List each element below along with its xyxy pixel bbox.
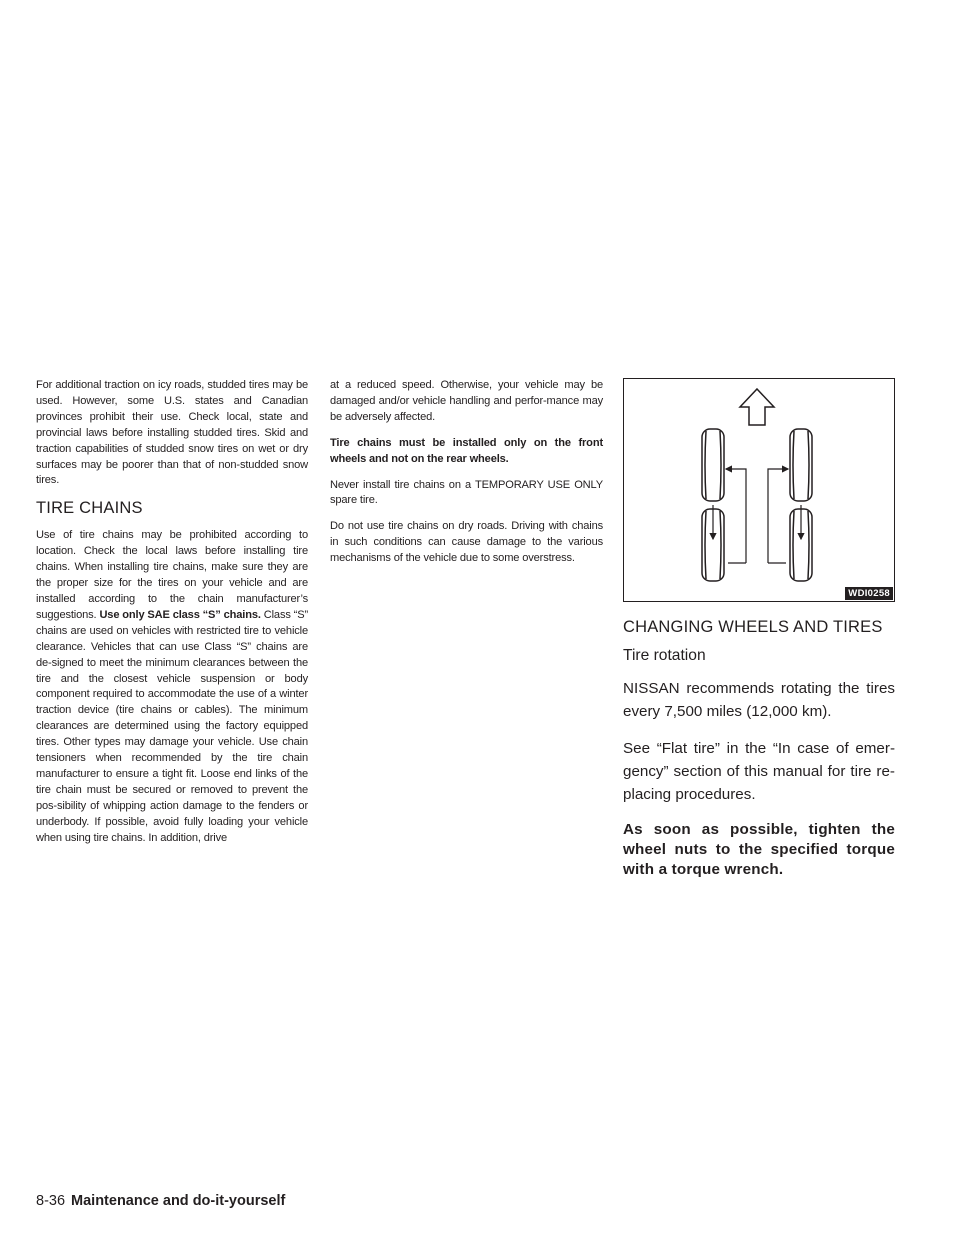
spare-tire-paragraph: Never install tire chains on a TEMPORARY USE ONLY spare tire. (330, 478, 603, 507)
dry-roads-paragraph: Do not use tire chains on dry roads. Driving with chains in such conditions can cause damage to the various mechanisms of the vehicle due to some overstress. (330, 520, 603, 565)
torque-warning: As soon as possible, tighten the wheel nuts to the specified torque with a torque wrench. (623, 821, 895, 878)
section-title: Maintenance and do-it-yourself (71, 1193, 286, 1209)
tire-rotation-diagram (624, 379, 894, 601)
figure-code: WDI0258 (845, 587, 893, 600)
tire-rotation-subheading: Tire rotation (623, 647, 706, 664)
reduced-speed-paragraph: at a reduced speed. Otherwise, your vehicle may be damaged and/or vehicle handling and perfor-mance may be adversely affected. (330, 379, 603, 423)
tire-rotation-figure (623, 378, 895, 602)
front-left-tire-icon (702, 429, 724, 501)
tire-chains-heading: TIRE CHAINS (36, 499, 143, 518)
tire-chains-paragraph (36, 528, 308, 846)
flat-tire-reference-paragraph: See “Flat tire” in the “In case of emer-gency” section of this manual for tire re-placing procedures. (623, 740, 895, 803)
page-number: 8-36 (36, 1193, 66, 1209)
rear-left-to-front-right-arrow-icon (768, 469, 788, 563)
studded-tires-paragraph: For additional traction on icy roads, studded tires may be used. However, some U.S. states and Canadian provinces prohibit their use. Check local, state and provincial laws before installing studded tires. Skid and traction capabilities of studded snow tires on wet or dry surfaces may be poorer than that of non-studded snow tires. (36, 379, 308, 487)
front-right-tire-icon (790, 429, 812, 501)
forward-arrow-icon (740, 389, 774, 425)
tire-chains-text-a: Use of tire chains may be prohibited according to location. Check the local laws before installing tire chains. When installing tire chains, make sure they are the proper size for the tires on your vehicle and are installed according to the chain manufacturer’s suggestions. (36, 529, 308, 621)
middle-column (330, 378, 603, 577)
right-column (623, 378, 895, 894)
left-column (36, 378, 308, 856)
sae-chains-warning: Use only SAE class “S” chains. (99, 608, 261, 621)
rear-right-to-front-left-arrow-icon (726, 469, 746, 563)
page-footer (36, 1193, 285, 1209)
rotation-interval-paragraph: NISSAN recommends rotating the tires every 7,500 miles (12,000 km). (623, 680, 895, 720)
tire-chains-text-b: Class “S” chains are used on vehicles with restricted tire to vehicle clearance. Vehicles that can use Class “S” chains are de-signed to meet the minimum clearances between the tire and the closest vehicle suspension or body component required to accommodate the use of a winter traction device (tire chains or cables). The minimum clearances are determined using the factory equipped tires. Other types may damage your vehicle. Use chain tensioners when recommended by the tire chain manufacturer to ensure a tight fit. Loose end links of the tire chain must be secured or removed to prevent the pos-sibility of whipping action damage to the fenders or underbody. If possible, avoid fully loading your vehicle when using tire chains. In addition, drive (36, 608, 309, 844)
changing-wheels-heading: CHANGING WHEELS AND TIRES (623, 618, 883, 636)
front-wheels-warning: Tire chains must be installed only on the front wheels and not on the rear wheels. (330, 436, 603, 465)
